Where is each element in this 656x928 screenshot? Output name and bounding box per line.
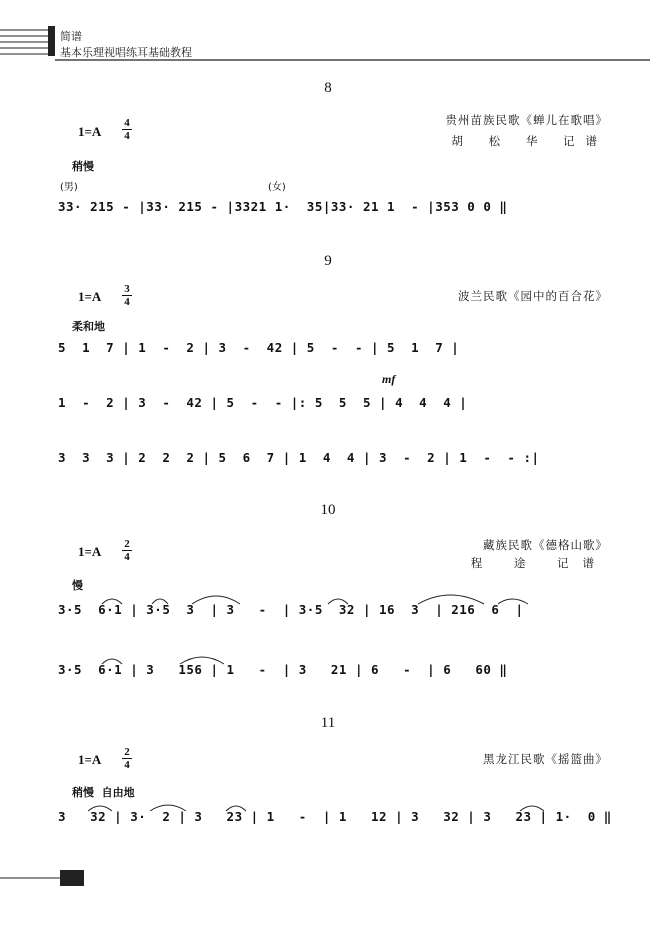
tempo-marking: 稍慢 (72, 160, 94, 173)
notation-line: 33· 215 - |33· 215 - |3321 1· 35|33· 21 1 - |353 0 0 ‖ (58, 199, 508, 214)
source-title: 藏族民歌《德格山歌》 (483, 538, 608, 552)
footer-mark (0, 868, 90, 888)
notation-line: 3 3 3 | 2 2 2 | 5 6 7 | 1 4 4 | 3 - 2 | 1 - - :| (58, 450, 540, 465)
key-signature: 1=A (78, 752, 102, 767)
dynamic-marking: mf (382, 372, 396, 386)
time-top: 4 (124, 117, 130, 129)
voice-male-label: (男) (60, 182, 78, 193)
transcriber: 胡 松 华 记谱 (451, 134, 608, 148)
source-title: 波兰民歌《园中的百合花》 (458, 289, 608, 303)
notation-line: 5 1 7 | 1 - 2 | 3 - 42 | 5 - - | 5 1 7 | (58, 340, 460, 355)
voice-female-label: (女) (268, 182, 286, 193)
time-bottom: 4 (124, 759, 130, 771)
source-title: 黑龙江民歌《摇篮曲》 (483, 752, 608, 766)
piece-number: 11 (320, 715, 336, 731)
notation-line: 3·5 6·1 | 3 156 | 1 - | 3 21 | 6 - | 6 60 ‖ (58, 662, 508, 677)
time-top: 2 (124, 538, 130, 550)
piece-number: 10 (320, 502, 336, 518)
tempo-marking: 柔和地 (72, 320, 105, 333)
tempo-marking: 慢 (72, 579, 83, 592)
time-top: 2 (124, 746, 130, 758)
time-bottom: 4 (124, 296, 130, 308)
notation-line: 3 32 | 3· 2 | 3 23 | 1 - | 1 12 | 3 32 | 3 23 | 1· 0 ‖ (58, 809, 612, 824)
notation-line: 1 - 2 | 3 - 42 | 5 - - |: 5 5 5 | 4 4 4 | (58, 395, 468, 410)
notation-line: 3·5 6·1 | 3·5 3 | 3 - | 3·5 32 | 16 3 | 216 6 | (58, 602, 524, 617)
key-signature: 1=A (78, 544, 102, 559)
time-top: 3 (124, 283, 130, 295)
header-book-title: 基本乐理视唱练耳基础教程 (60, 46, 192, 59)
tempo-marking: 稍慢 自由地 (72, 786, 135, 799)
time-bottom: 4 (124, 130, 130, 142)
key-signature: 1=A (78, 124, 102, 139)
key-signature: 1=A (78, 289, 102, 304)
source-title: 贵州苗族民歌《蝉儿在歌唱》 (445, 113, 608, 127)
piece-number: 9 (324, 253, 332, 269)
header-book-type: 简谱 (60, 30, 82, 43)
piece-number: 8 (324, 80, 332, 96)
time-bottom: 4 (124, 551, 130, 563)
transcriber: 程 途 记谱 (470, 556, 608, 570)
